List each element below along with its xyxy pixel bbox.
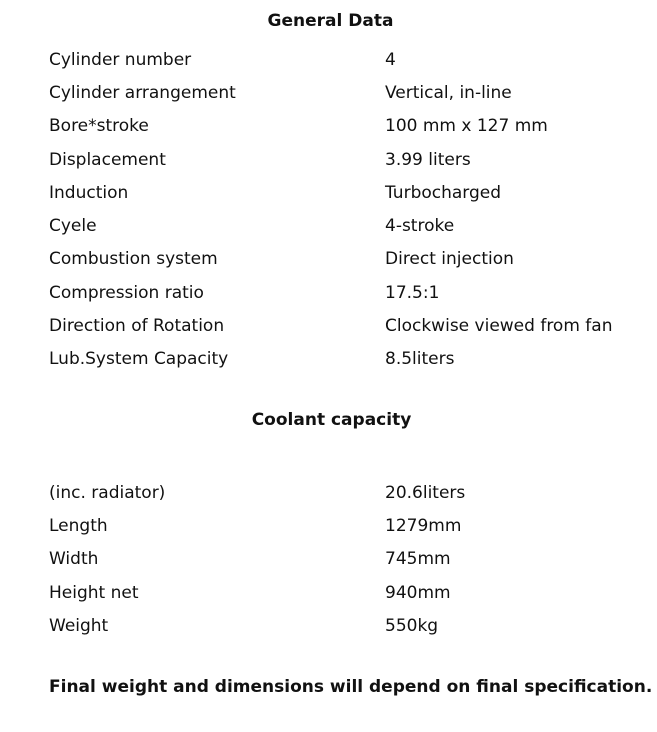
spec-row: [49, 76, 639, 109]
spec-value: 745mm: [385, 549, 451, 570]
spec-label: Height net: [49, 582, 139, 603]
general-data-heading: General Data: [267, 11, 394, 31]
spec-value: 550kg: [385, 615, 439, 636]
final-spec-note: Final weight and dimensions will depend on final specification.: [49, 677, 653, 697]
spec-label: Displacement: [49, 149, 166, 170]
spec-label: Width: [49, 549, 99, 570]
spec-label: Bore*stroke: [49, 116, 149, 137]
spec-row: [49, 276, 639, 309]
spec-label: Weight: [49, 615, 109, 636]
spec-label: Cyele: [49, 216, 97, 237]
spec-label: Compression ratio: [49, 282, 204, 303]
spec-row: [49, 576, 639, 609]
spec-value: 20.6liters: [385, 482, 466, 503]
spec-row: [49, 343, 639, 376]
spec-label: Cylinder arrangement: [49, 82, 236, 103]
spec-value: 3.99 liters: [385, 149, 471, 170]
spec-value: 940mm: [385, 582, 451, 603]
spec-value: 4-stroke: [385, 216, 455, 237]
spec-row: [49, 609, 639, 642]
spec-label: Length: [49, 515, 108, 536]
spec-value: Turbocharged: [385, 182, 502, 203]
spec-label: Cylinder number: [49, 49, 192, 70]
spec-row: [49, 543, 639, 576]
spec-value: 8.5liters: [385, 349, 455, 370]
spec-row: [49, 309, 639, 342]
spec-label: (inc. radiator): [49, 482, 166, 503]
spec-row: [49, 110, 639, 143]
spec-label: Direction of Rotation: [49, 316, 225, 337]
spec-value: 100 mm x 127 mm: [385, 116, 548, 137]
spec-row: [49, 209, 639, 242]
spec-row: [49, 43, 639, 76]
spec-value: 17.5:1: [385, 282, 440, 303]
general-data-table: [49, 43, 639, 376]
spec-row: [49, 243, 639, 276]
spec-row: [49, 509, 639, 542]
spec-label: Lub.System Capacity: [49, 349, 229, 370]
spec-row: [49, 143, 639, 176]
coolant-capacity-heading: Coolant capacity: [251, 410, 412, 430]
spec-label: Combustion system: [49, 249, 218, 270]
spec-value: Clockwise viewed from fan: [385, 316, 613, 337]
spec-label: Induction: [49, 182, 129, 203]
spec-row: [49, 176, 639, 209]
coolant-capacity-table: [49, 476, 639, 642]
spec-row: [49, 476, 639, 509]
spec-value: Vertical, in-line: [385, 82, 512, 103]
spec-value: 1279mm: [385, 515, 462, 536]
spec-value: Direct injection: [385, 249, 514, 270]
spec-value: 4: [385, 49, 396, 70]
